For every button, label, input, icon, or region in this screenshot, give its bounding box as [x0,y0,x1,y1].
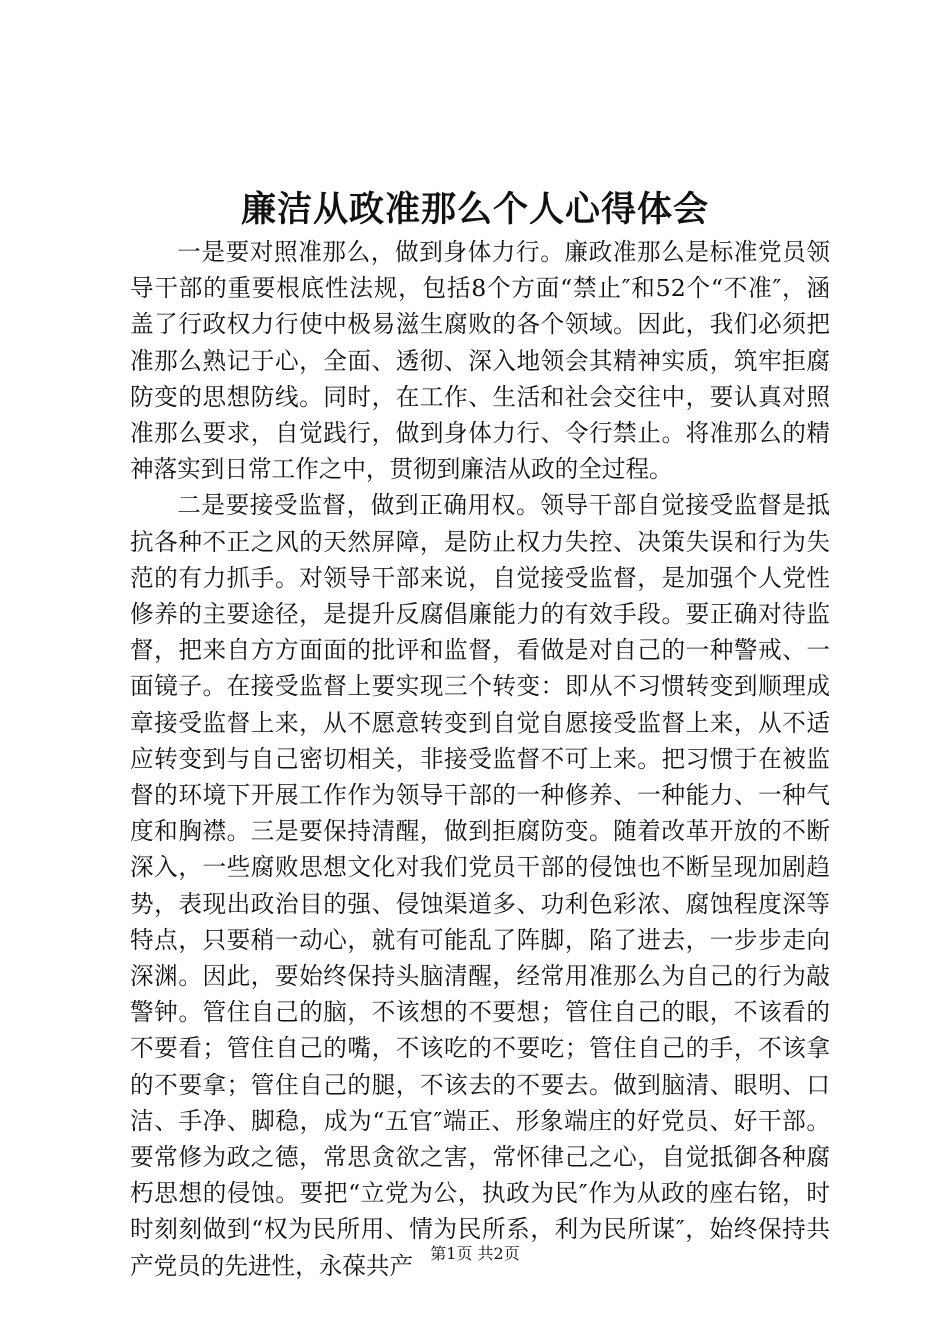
paragraph-1: 一是要对照准那么，做到身体力行。廉政准那么是标准党员领导干部的重要根底性法规，包括8个方面“禁止″和52个“不准″，涵盖了行政权力行使中极易滋生腐败的各个领域。因此，我们必须把准那么熟记于心，全面、透彻、深入地领会其精神实质，筑牢拒腐防变的思想防线。同时，在工作、生活和社会交往中，要认真对照准那么要求，自觉践行，做到身体力行、令行禁止。将准那么的精神落实到日常工作之中，贯彻到廉洁从政的全过程。 [130,238,830,484]
page-footer: 第1页 共2页 [430,1244,520,1263]
paragraph-2: 二是要接受监督，做到正确用权。领导干部自觉接受监督是抵抗各种不正之风的天然屏障，是防止权力失控、决策失误和行为失范的有力抓手。对领导干部来说，自觉接受监督，是加强个人党性修养的主要途径，是提升反腐倡廉能力的有效手段。要正确对待监督，把来自方方面面的批评和监督，看做是对自己的一种警戒、一面镜子。在接受监督上要实现三个转变：即从不习惯转变到顺理成章接受监督上来，从不愿意转变到自觉自愿接受监督上来，从不适应转变到与自己密切相关，非接受监督不可上来。把习惯于在被监督的环境下开展工作作为领导干部的一种修养、一种能力、一种气度和胸襟。三是要保持清醒，做到拒腐防变。随着改革开放的不断深入，一些腐败思想文化对我们党员干部的侵蚀也不断呈现加剧趋势，表现出政治目的强、侵蚀渠道多、功利色彩浓、腐蚀程度深等特点，只要稍一动心，就有可能乱了阵脚，陷了进去，一步步走向深渊。因此，要始终保持头脑清醒，经常用准那么为自己的行为敲警钟。管住自己的脑，不该想的不要想；管住自己的眼，不该看的不要看；管住自己的嘴，不该吃的不要吃；管住自己的手，不该拿的不要拿；管住自己的腿，不该去的不要去。做到脑清、眼明、口洁、手净、脚稳，成为“五官″端正、形象端庄的好党员、好干部。要常修为政之德，常思贪欲之害，常怀律己之心，自觉抵御各种腐朽思想的侵蚀。要把“立党为公，执政为民″作为从政的座右铭，时时刻刻做到“权为民所用、情为民所系，利为民所谋″，始终保持共产党员的先进性，永葆共产 [130,491,830,1280]
page-title: 廉洁从政准那么个人心得体会 [240,189,709,230]
document-body [130,234,830,1284]
